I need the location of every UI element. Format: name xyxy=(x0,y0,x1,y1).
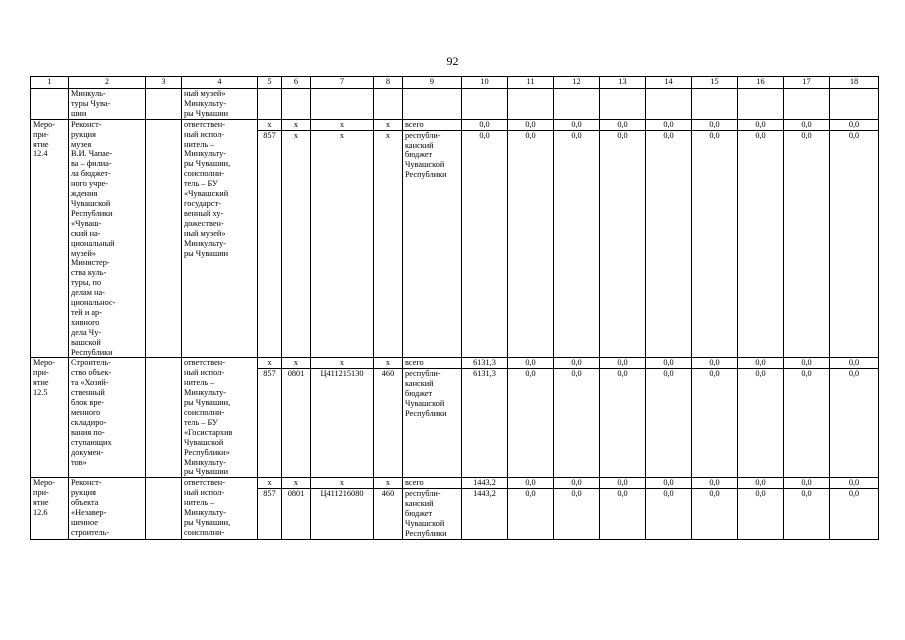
section-code-cell-value: x xyxy=(293,130,299,140)
amount-value: 0,0 xyxy=(692,478,737,489)
year-value-cell xyxy=(784,89,830,120)
section-code-cell xyxy=(282,89,311,120)
column-number-9: 9 xyxy=(403,77,462,89)
year-value-cell xyxy=(692,478,738,539)
measure-name-cell: Строитель- ство объек- та «Хозяй- ственный блок вре- менного складиро- вания по- ступающих докумен- тов» xyxy=(69,358,146,478)
amount-value: 0,0 xyxy=(738,358,783,369)
column-number-11: 11 xyxy=(508,77,554,89)
funding-source-text: бюджет xyxy=(405,150,433,160)
amount-value: 0,0 xyxy=(462,120,507,131)
table-row xyxy=(31,478,879,539)
grbs-code-cell-value: x xyxy=(258,478,281,489)
amount-value: 0,0 xyxy=(830,358,878,369)
year-value-cell xyxy=(738,358,784,478)
amount-value: 0,0 xyxy=(848,369,860,379)
section-code-cell xyxy=(282,119,311,358)
section-code-cell-value: 0801 xyxy=(287,369,305,379)
amount-value: 0,0 xyxy=(646,120,691,131)
year-value-cell xyxy=(830,358,879,478)
funding-source-text: Республики xyxy=(405,409,447,418)
expense-type-cell-value: x xyxy=(374,478,402,489)
target-article-cell xyxy=(311,358,374,478)
measure-name-cell: Реконст- рукция музея В.И. Чапае- ва – филиа- ла бюджет- ного учре- ждения Чувашской Республики «Чуваш- ский на- циональный музей» Министер- ства куль- туры, по делам на- циональнос- тей и ар- хивного дела Чу- вашской Республики xyxy=(69,119,146,358)
year-value-cell xyxy=(646,358,692,478)
expense-type-cell-value: 460 xyxy=(381,489,395,499)
column-number-8: 8 xyxy=(374,77,403,89)
column-number-14: 14 xyxy=(646,77,692,89)
year-value-cell xyxy=(508,119,554,358)
year-value-cell xyxy=(784,358,830,478)
target-article-cell-value: x xyxy=(339,130,345,140)
column-number-18: 18 xyxy=(830,77,879,89)
grbs-code-cell xyxy=(258,358,282,478)
section-code-cell xyxy=(282,358,311,478)
amount-value: 0,0 xyxy=(479,130,490,140)
year-value-cell xyxy=(508,89,554,120)
year-value-cell xyxy=(830,478,879,539)
goal-link-cell xyxy=(146,89,182,120)
target-article-cell xyxy=(311,119,374,358)
year-value-cell xyxy=(462,478,508,539)
amount-value: 0,0 xyxy=(738,120,783,131)
amount-value: 0,0 xyxy=(709,489,720,499)
amount-value: 0,0 xyxy=(571,130,582,140)
column-number-13: 13 xyxy=(600,77,646,89)
expense-type-cell-value: x xyxy=(374,358,402,369)
column-number-16: 16 xyxy=(738,77,784,89)
target-article-cell-value: Ц411215130 xyxy=(320,369,364,379)
year-value-cell xyxy=(462,89,508,120)
amount-value: 0,0 xyxy=(554,358,599,369)
amount-value: 0,0 xyxy=(554,120,599,131)
column-number-12: 12 xyxy=(554,77,600,89)
expense-type-cell xyxy=(374,119,403,358)
amount-value: 0,0 xyxy=(617,130,628,140)
funding-source-text: бюджет xyxy=(405,389,433,399)
grbs-code-cell-value: 857 xyxy=(263,369,276,379)
goal-link-cell xyxy=(146,119,182,358)
funding-source-text: канский xyxy=(405,379,434,389)
expense-type-cell xyxy=(374,89,403,120)
funding-source-text: канский xyxy=(405,140,434,150)
funding-source-text: всего xyxy=(405,358,424,368)
column-number-10: 10 xyxy=(462,77,508,89)
amount-value: 0,0 xyxy=(830,120,878,131)
amount-value: 0,0 xyxy=(508,120,553,131)
year-value-cell xyxy=(692,358,738,478)
amount-value: 0,0 xyxy=(692,358,737,369)
column-number-4: 4 xyxy=(182,77,258,89)
grbs-code-cell-value: x xyxy=(258,120,281,131)
funding-source-text: канский xyxy=(405,499,434,509)
year-value-cell xyxy=(738,89,784,120)
amount-value: 0,0 xyxy=(554,478,599,489)
year-value-cell xyxy=(830,119,879,358)
funding-source-text: Чувашской xyxy=(405,160,445,170)
amount-value: 0,0 xyxy=(600,120,645,131)
section-code-cell-value: x xyxy=(282,358,310,369)
year-value-cell xyxy=(462,119,508,358)
amount-value: 0,0 xyxy=(663,130,674,140)
funding-source-text: всего xyxy=(405,478,424,488)
grbs-code-cell xyxy=(258,478,282,539)
measure-number-cell: Меро- при- ятие 12.6 xyxy=(31,478,69,539)
amount-value: 0,0 xyxy=(755,489,766,499)
column-number-row xyxy=(31,77,879,89)
target-article-cell xyxy=(311,89,374,120)
year-value-cell xyxy=(646,89,692,120)
amount-value: 0,0 xyxy=(801,489,812,499)
expense-type-cell xyxy=(374,358,403,478)
amount-value: 0,0 xyxy=(801,130,812,140)
target-article-cell-value: Ц411216080 xyxy=(320,489,364,499)
amount-value: 0,0 xyxy=(784,478,829,489)
amount-value: 0,0 xyxy=(617,369,628,379)
budget-table xyxy=(30,76,879,540)
amount-value: 0,0 xyxy=(525,369,536,379)
year-value-cell xyxy=(554,358,600,478)
section-code-cell-value: 0801 xyxy=(287,489,305,499)
measure-name-cell: Реконст- рукция объекта «Незавер- шенное строитель- xyxy=(69,478,146,539)
section-code-cell-value: x xyxy=(282,478,310,489)
funding-source-text: Чувашской xyxy=(405,518,445,528)
year-value-cell xyxy=(554,89,600,120)
executor-cell: ответствен- ный испол- нитель – Минкульту- ры Чувашии, соисполни- тель – БУ «Чувашский государст- венный ху- дожествен- ный музей» Минкульту- ры Чувашии xyxy=(182,119,258,358)
grbs-code-cell xyxy=(258,89,282,120)
section-code-cell-value: x xyxy=(282,120,310,131)
funding-source-text: Республики xyxy=(405,528,447,538)
funding-source-text: республи- xyxy=(405,369,441,379)
year-value-cell xyxy=(738,119,784,358)
amount-value: 0,0 xyxy=(508,358,553,369)
year-value-cell xyxy=(554,478,600,539)
amount-value: 0,0 xyxy=(663,369,674,379)
executor-cell: ответствен- ный испол- нитель – Минкульту- ры Чувашии, соисполни- xyxy=(182,478,258,539)
funding-source-cell xyxy=(403,358,462,478)
funding-source-text: бюджет xyxy=(405,509,433,519)
amount-value: 0,0 xyxy=(755,369,766,379)
target-article-cell xyxy=(311,478,374,539)
page-number: 92 xyxy=(446,54,459,68)
expense-type-cell xyxy=(374,478,403,539)
year-value-cell xyxy=(600,478,646,539)
expense-type-cell-value: x xyxy=(374,120,402,131)
year-value-cell xyxy=(646,478,692,539)
funding-source-text: Республики xyxy=(405,170,447,180)
measure-number-cell xyxy=(31,89,69,120)
column-number-15: 15 xyxy=(692,77,738,89)
year-value-cell xyxy=(508,358,554,478)
amount-value: 0,0 xyxy=(600,478,645,489)
target-article-cell-value: x xyxy=(311,478,373,489)
year-value-cell xyxy=(830,89,879,120)
year-value-cell xyxy=(600,89,646,120)
column-number-3: 3 xyxy=(146,77,182,89)
amount-value: 0,0 xyxy=(646,358,691,369)
year-value-cell xyxy=(600,358,646,478)
amount-value: 0,0 xyxy=(571,489,582,499)
executor-cell: ный музей» Минкульту- ры Чувашии xyxy=(182,89,258,120)
year-value-cell xyxy=(508,478,554,539)
grbs-code-cell-value: 857 xyxy=(263,489,276,499)
measure-number-cell: Меро- при- ятие 12.5 xyxy=(31,358,69,478)
year-value-cell xyxy=(784,478,830,539)
amount-value: 0,0 xyxy=(692,120,737,131)
amount-value: 0,0 xyxy=(646,478,691,489)
funding-source-text: республи- xyxy=(405,489,441,499)
year-value-cell xyxy=(600,119,646,358)
amount-value: 1443,2 xyxy=(473,489,496,499)
target-article-cell-value: x xyxy=(311,120,373,131)
amount-value: 0,0 xyxy=(755,130,766,140)
amount-value: 6131,3 xyxy=(473,369,496,379)
amount-value: 0,0 xyxy=(525,130,536,140)
year-value-cell xyxy=(738,478,784,539)
table-row xyxy=(31,89,879,120)
amount-value: 6131,3 xyxy=(462,358,507,369)
funding-source-text: Чувашской xyxy=(405,399,445,409)
grbs-code-cell xyxy=(258,119,282,358)
funding-source-cell xyxy=(403,119,462,358)
amount-value: 0,0 xyxy=(738,478,783,489)
column-number-1: 1 xyxy=(31,77,69,89)
amount-value: 0,0 xyxy=(709,130,720,140)
goal-link-cell xyxy=(146,478,182,539)
column-number-6: 6 xyxy=(282,77,311,89)
amount-value: 0,0 xyxy=(663,489,674,499)
table-row xyxy=(31,119,879,358)
grbs-code-cell-value: x xyxy=(258,358,281,369)
year-value-cell xyxy=(692,89,738,120)
funding-source-text: всего xyxy=(405,119,424,129)
funding-source-cell xyxy=(403,478,462,539)
amount-value: 0,0 xyxy=(617,489,628,499)
goal-link-cell xyxy=(146,358,182,478)
amount-value: 0,0 xyxy=(784,358,829,369)
year-value-cell xyxy=(692,119,738,358)
amount-value: 0,0 xyxy=(525,489,536,499)
grbs-code-cell-value: 857 xyxy=(263,130,276,140)
table-row xyxy=(31,358,879,478)
amount-value: 0,0 xyxy=(830,478,878,489)
amount-value: 0,0 xyxy=(801,369,812,379)
amount-value: 0,0 xyxy=(600,358,645,369)
executor-cell: ответствен- ный испол- нитель – Минкульту- ры Чувашии, соисполни- тель – БУ «Госистархив Чувашской Республики» Минкульту- ры Чувашии xyxy=(182,358,258,478)
amount-value: 0,0 xyxy=(848,489,860,499)
year-value-cell xyxy=(646,119,692,358)
column-number-17: 17 xyxy=(784,77,830,89)
amount-value: 0,0 xyxy=(571,369,582,379)
amount-value: 0,0 xyxy=(508,478,553,489)
amount-value: 0,0 xyxy=(709,369,720,379)
year-value-cell xyxy=(462,358,508,478)
amount-value: 0,0 xyxy=(784,120,829,131)
year-value-cell xyxy=(554,119,600,358)
column-number-7: 7 xyxy=(311,77,374,89)
expense-type-cell-value: 460 xyxy=(381,369,395,379)
year-value-cell xyxy=(784,119,830,358)
funding-source-cell xyxy=(403,89,462,120)
amount-value: 0,0 xyxy=(848,130,860,140)
column-number-5: 5 xyxy=(258,77,282,89)
column-number-2: 2 xyxy=(69,77,146,89)
section-code-cell xyxy=(282,478,311,539)
measure-name-cell: Минкуль- туры Чува- шии xyxy=(69,89,146,120)
expense-type-cell-value: x xyxy=(385,130,391,140)
measure-number-cell: Меро- при- ятие 12.4 xyxy=(31,119,69,358)
funding-source-text: республи- xyxy=(405,130,441,140)
amount-value: 1443,2 xyxy=(462,478,507,489)
target-article-cell-value: x xyxy=(311,358,373,369)
